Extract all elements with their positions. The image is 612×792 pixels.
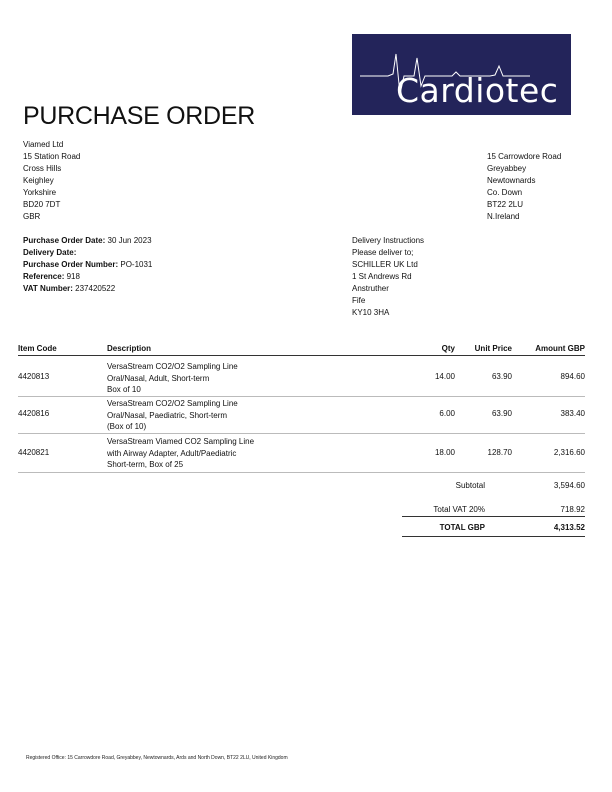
delivery-line: Anstruther — [352, 284, 389, 293]
item-unit-price: 128.70 — [487, 448, 512, 457]
total-label: TOTAL GBP — [439, 523, 485, 532]
item-qty: 14.00 — [434, 372, 455, 381]
reference-value: 918 — [64, 272, 80, 281]
delivery-date-label: Delivery Date: — [23, 248, 77, 257]
supplier-address — [23, 139, 80, 223]
subtotal-label: Subtotal — [455, 481, 485, 490]
order-date-label: Purchase Order Date: — [23, 236, 106, 245]
description-line: (Box of 10) — [107, 422, 147, 431]
logo-text: Cardiotec — [396, 71, 559, 110]
delivery-line: Please deliver to; — [352, 248, 414, 257]
col-header-unit-price: Unit Price — [474, 344, 512, 353]
description-line: VersaStream CO2/O2 Sampling Line — [107, 362, 238, 371]
item-description — [107, 361, 238, 396]
item-description — [107, 436, 254, 471]
total-divider — [402, 536, 585, 537]
delivery-line: 1 St Andrews Rd — [352, 272, 412, 281]
buyer-line: Co. Down — [487, 188, 523, 197]
item-description — [107, 398, 238, 433]
vat-divider — [402, 516, 585, 517]
col-header-amount: Amount GBP — [535, 344, 585, 353]
item-code: 4420816 — [18, 409, 50, 418]
description-line: VersaStream Viamed CO2 Sampling Line — [107, 437, 255, 446]
reference-label: Reference: — [23, 272, 65, 281]
supplier-line: GBR — [23, 212, 41, 221]
description-line: Oral/Nasal, Adult, Short-term — [107, 373, 210, 383]
description-line: Oral/Nasal, Paediatric, Short-term — [107, 410, 228, 420]
buyer-line: BT22 2LU — [487, 200, 524, 209]
header-divider — [18, 355, 585, 356]
vat-value: 718.92 — [560, 505, 585, 514]
item-qty: 6.00 — [439, 409, 455, 418]
buyer-line: Greyabbey — [487, 164, 527, 173]
delivery-line: KY10 3HA — [352, 308, 390, 317]
description-line: Short-term, Box of 25 — [107, 460, 184, 469]
delivery-line: SCHILLER UK Ltd — [352, 260, 418, 269]
item-qty: 18.00 — [434, 448, 455, 457]
vat-number-label: VAT Number: — [23, 284, 73, 293]
po-number-label: Purchase Order Number: — [23, 260, 119, 269]
item-amount: 894.60 — [560, 372, 585, 381]
buyer-line: 15 Carrowdore Road — [487, 152, 562, 161]
supplier-line: Cross Hills — [23, 164, 62, 173]
order-date-value: 30 Jun 2023 — [105, 236, 152, 245]
col-header-description: Description — [107, 344, 152, 353]
item-code: 4420813 — [18, 372, 50, 381]
order-info — [23, 235, 152, 295]
row-divider — [18, 396, 585, 397]
registered-office-footer: Registered Office: 15 Carrowdore Road, Greyabbey, Newtownards, Ards and North Down, BT22 2LU, United Kingdom — [26, 755, 288, 761]
buyer-address — [487, 151, 561, 223]
supplier-line: Yorkshire — [23, 188, 57, 197]
item-code: 4420821 — [18, 448, 50, 457]
supplier-line: BD20 7DT — [23, 200, 61, 209]
supplier-line: Keighley — [23, 176, 54, 185]
item-amount: 383.40 — [560, 409, 585, 418]
buyer-line: N.Ireland — [487, 212, 520, 221]
vat-number-value: 237420522 — [72, 284, 116, 293]
item-unit-price: 63.90 — [491, 372, 512, 381]
total-value: 4,313.52 — [553, 523, 585, 532]
company-logo — [352, 34, 571, 115]
supplier-line: Viamed Ltd — [23, 140, 64, 149]
delivery-instructions — [352, 235, 424, 319]
row-divider — [18, 472, 585, 473]
po-number-value: PO-1031 — [118, 260, 153, 269]
supplier-line: 15 Station Road — [23, 152, 81, 161]
vat-label: Total VAT 20% — [433, 505, 485, 514]
buyer-line: Newtownards — [487, 176, 536, 185]
item-unit-price: 63.90 — [491, 409, 512, 418]
description-line: VersaStream CO2/O2 Sampling Line — [107, 399, 238, 408]
page-title: PURCHASE ORDER — [23, 102, 255, 130]
col-header-item-code: Item Code — [18, 344, 57, 353]
item-amount: 2,316.60 — [553, 448, 585, 457]
delivery-line: Fife — [352, 296, 366, 305]
col-header-qty: Qty — [441, 344, 455, 353]
subtotal-value: 3,594.60 — [553, 481, 585, 490]
description-line: Box of 10 — [107, 385, 141, 394]
delivery-line: Delivery Instructions — [352, 236, 425, 245]
row-divider — [18, 433, 585, 434]
description-line: with Airway Adapter, Adult/Paediatric — [107, 448, 237, 458]
